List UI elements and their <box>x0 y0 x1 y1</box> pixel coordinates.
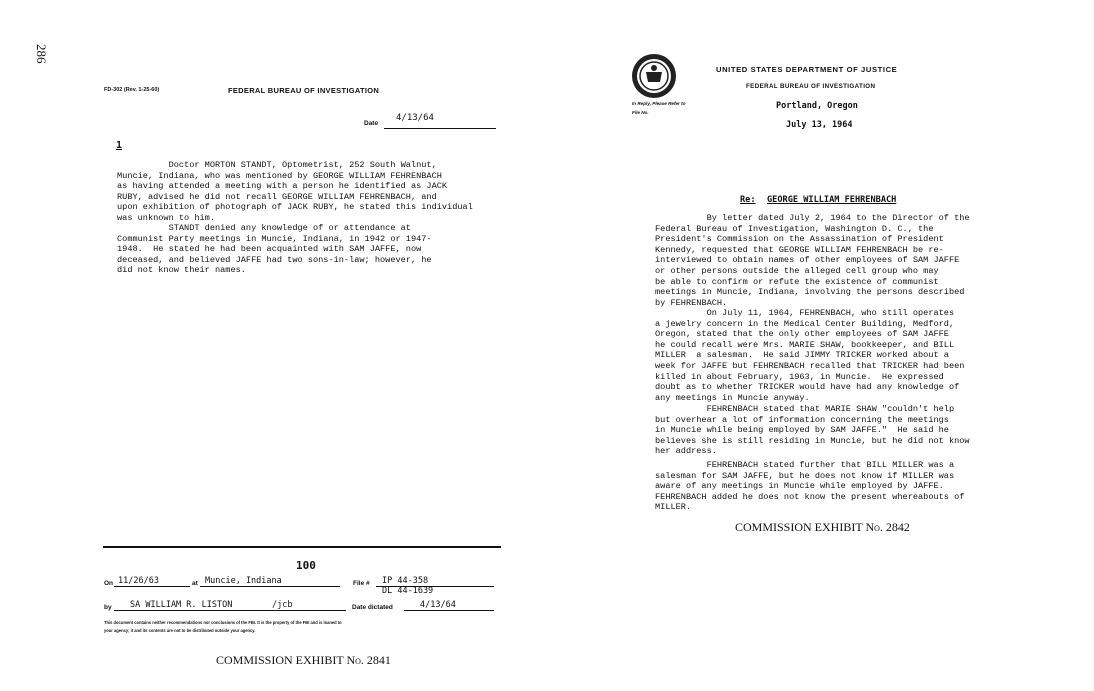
text-line: FEHRENBACH stated that MARIE SHAW "couldn't help <box>655 404 955 414</box>
text-line: a jewelry concern in the Medical Center Building, Medford, <box>655 318 955 329</box>
date-value: 4/13/64 <box>396 113 434 123</box>
text-line: killed in about February, 1963, in Muncie. He expressed <box>655 371 944 382</box>
text-line: 1948. He stated he had been acquainted with SAM JAFFE, now <box>117 244 422 255</box>
text-line: upon exhibition of photograph of JACK RUBY, he stated this individual <box>117 202 473 213</box>
right-exhibit-caption: COMMISSION EXHIBIT No. 2842 <box>735 520 910 534</box>
date-line <box>384 128 496 129</box>
text-line: meetings in Muncie, Indiana, involving the persons described <box>655 287 965 298</box>
file-value-1: IP 44-358 <box>382 576 429 586</box>
city: Portland, Oregon <box>776 101 858 111</box>
text-line: By letter dated July 2, 1964 to the Director of the <box>655 213 970 223</box>
by-initials: /jcb <box>272 600 293 610</box>
text-line: RUBY, advised he did not recall GEORGE WILLIAM FEHRENBACH, and <box>117 191 437 202</box>
text-line: Communist Party meetings in Muncie, Indiana, in 1942 or 1947- <box>117 233 432 244</box>
at-label: at <box>192 580 198 587</box>
text-line: doubt as to whether TRICKER would have had any knowledge of <box>655 382 960 393</box>
on-value: 11/26/63 <box>118 576 159 586</box>
text-line: MILLER. <box>655 502 692 513</box>
text-line: aware of any meetings in Muncie while employed by JAFFE. <box>655 481 944 492</box>
bureau-title: FEDERAL BUREAU OF INVESTIGATION <box>746 83 876 90</box>
on-label: On <box>104 580 114 587</box>
text-line: by FEHRENBACH. <box>655 297 728 308</box>
text-line: week for JAFFE but FEHRENBACH recalled that TRICKER had been <box>655 360 965 371</box>
text-line: believes she is still residing in Muncie, but he did not know <box>655 435 970 446</box>
letter-date: July 13, 1964 <box>786 120 853 130</box>
text-line: Muncie, Indiana, who was mentioned by GEORGE WILLIAM FEHRENBACH <box>117 170 442 181</box>
dictated-value: 4/13/64 <box>420 600 456 610</box>
text-line: as having attended a meeting with a person he identified as JACK <box>117 181 448 192</box>
text-line: FEHRENBACH added he does not know the present whereabouts of <box>655 491 965 502</box>
text-line: salesman for SAM JAFFE, but he does not know if MILLER was <box>655 470 955 481</box>
on-line <box>114 586 190 587</box>
text-line: did not know their names. <box>117 265 246 276</box>
reply-line-2: File No. <box>632 110 649 115</box>
left-paragraph-2 <box>117 223 432 276</box>
disclaimer-line-1: This document contains neither recommendations nor conclusions of the FBI. It is the property of the FBI and is loaned to <box>104 620 342 625</box>
text-line: Doctor MORTON STANDT, Optometrist, 252 South Walnut, <box>117 160 437 170</box>
dept-title: UNITED STATES DEPARTMENT OF JUSTICE <box>716 65 898 74</box>
file-label: File # <box>353 580 370 587</box>
by-line <box>114 610 346 611</box>
by-value: SA WILLIAM R. LISTON <box>130 600 233 610</box>
disclaimer-line-2: your agency; it and its contents are not to be distributed outside your agency. <box>104 628 256 633</box>
text-line: he could recall were Mrs. MARIE SHAW, bookkeeper, and BILL <box>655 339 955 350</box>
file-value-2: DL 44-1639 <box>382 586 434 596</box>
text-line: any meetings in Muncie anyway. <box>655 392 810 403</box>
left-paragraph-1 <box>117 160 473 224</box>
re-label: Re: <box>740 195 756 205</box>
dictated-line <box>404 610 494 611</box>
fbi-header-title: FEDERAL BUREAU OF INVESTIGATION <box>228 86 380 95</box>
text-line: On July 11, 1964, FEHRENBACH, who still operates <box>655 308 955 318</box>
re-subject: GEORGE WILLIAM FEHRENBACH <box>767 195 897 205</box>
page-number: 286 <box>34 44 49 64</box>
item-number: 1 <box>116 140 123 151</box>
page-mark: 100 <box>296 559 316 572</box>
text-line: but overhear a lot of information concerning the meetings <box>655 414 949 425</box>
right-paragraph-3 <box>655 404 970 457</box>
text-line: her address. <box>655 446 717 457</box>
by-label: by <box>104 604 112 611</box>
text-line: deceased, and believed JAFFE had two sons-in-law; however, he <box>117 254 432 265</box>
text-line: Oregon, stated that the only other employees of SAM JAFFE <box>655 329 949 340</box>
form-code: FD-302 (Rev. 1-25-60) <box>104 87 160 93</box>
text-line: STANDT denied any knowledge of or attendance at <box>117 223 411 233</box>
doj-seal <box>631 53 677 99</box>
reply-line-1: In Reply, Please Refer to <box>632 101 686 106</box>
text-line: MILLER a salesman. He said JIMMY TRICKER worked about a <box>655 350 949 361</box>
text-line: interviewed to obtain names of other employees of SAM JAFFE <box>655 255 960 266</box>
right-paragraph-1 <box>655 213 970 308</box>
at-line <box>200 586 340 587</box>
text-line: President's Commission on the Assassination of President <box>655 234 944 245</box>
at-value: Muncie, Indiana <box>205 576 282 586</box>
right-paragraph-2 <box>655 308 964 403</box>
text-line: in Muncie while being employed by SAM JAFFE." He said he <box>655 425 949 436</box>
date-label: Date <box>364 120 379 127</box>
dictated-label: Date dictated <box>352 604 393 611</box>
left-exhibit-caption: COMMISSION EXHIBIT No. 2841 <box>216 653 391 667</box>
right-paragraph-4 <box>655 460 964 513</box>
text-line: Federal Bureau of Investigation, Washington D. C., the <box>655 223 934 234</box>
text-line: FEHRENBACH stated further that BILL MILLER was a <box>655 460 955 470</box>
text-line: was unknown to him. <box>117 212 215 223</box>
text-line: be able to confirm or refute the existence of communist <box>655 276 939 287</box>
text-line: Kennedy, requested that GEORGE WILLIAM FEHRENBACH be re- <box>655 244 944 255</box>
form-top-rule <box>103 546 501 548</box>
text-line: or other persons outside the alleged cell group who may <box>655 265 939 276</box>
